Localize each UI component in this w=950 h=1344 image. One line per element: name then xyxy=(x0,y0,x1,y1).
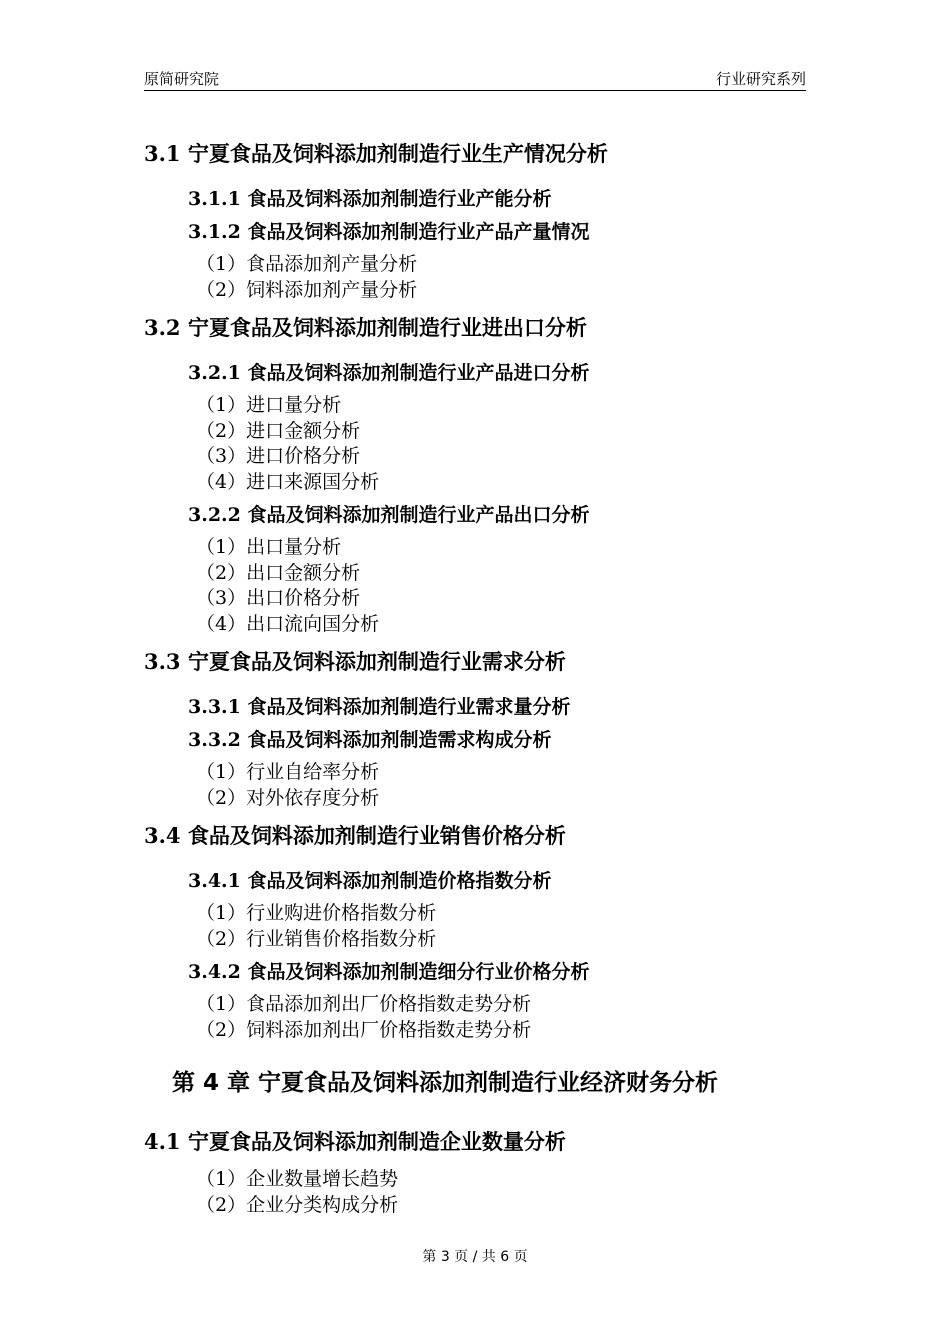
toc-subsection-3-1-1: 3.1.1 食品及饲料添加剂制造行业产能分析 xyxy=(188,188,552,210)
toc-item: （2）企业分类构成分析 xyxy=(196,1194,399,1216)
toc-section-3-1: 3.1 宁夏食品及饲料添加剂制造行业生产情况分析 xyxy=(144,141,608,166)
toc-section-3-3: 3.3 宁夏食品及饲料添加剂制造行业需求分析 xyxy=(144,649,566,674)
toc-section-4-1: 4.1 宁夏食品及饲料添加剂制造企业数量分析 xyxy=(144,1129,566,1154)
toc-subsection-3-2-1: 3.2.1 食品及饲料添加剂制造行业产品进口分析 xyxy=(188,362,590,384)
toc-subsection-3-1-2: 3.1.2 食品及饲料添加剂制造行业产品产量情况 xyxy=(188,221,590,243)
toc-subsection-3-4-2: 3.4.2 食品及饲料添加剂制造细分行业价格分析 xyxy=(188,961,590,983)
toc-subsection-3-3-1: 3.3.1 食品及饲料添加剂制造行业需求量分析 xyxy=(188,696,571,718)
toc-item: （2）出口金额分析 xyxy=(196,562,361,584)
toc-item: （4）进口来源国分析 xyxy=(196,471,380,493)
toc-item: （1）行业自给率分析 xyxy=(196,761,380,783)
toc-item: （1）行业购进价格指数分析 xyxy=(196,902,437,924)
toc-section-3-4: 3.4 食品及饲料添加剂制造行业销售价格分析 xyxy=(144,823,566,848)
toc-item: （4）出口流向国分析 xyxy=(196,613,380,635)
toc-item: （1）食品添加剂出厂价格指数走势分析 xyxy=(196,993,532,1015)
toc-item: （2）对外依存度分析 xyxy=(196,787,380,809)
toc-item: （1）企业数量增长趋势 xyxy=(196,1168,399,1190)
toc-item: （1）进口量分析 xyxy=(196,394,342,416)
toc-item: （2）进口金额分析 xyxy=(196,420,361,442)
page-footer: 第 3 页 / 共 6 页 xyxy=(422,1249,528,1265)
toc-item: （2）饲料添加剂出厂价格指数走势分析 xyxy=(196,1019,532,1041)
toc-subsection-3-4-1: 3.4.1 食品及饲料添加剂制造价格指数分析 xyxy=(188,870,552,892)
toc-section-3-2: 3.2 宁夏食品及饲料添加剂制造行业进出口分析 xyxy=(144,315,587,340)
toc-item: （1）出口量分析 xyxy=(196,536,342,558)
toc-item: （3）出口价格分析 xyxy=(196,587,361,609)
toc-item: （1）食品添加剂产量分析 xyxy=(196,253,418,275)
toc-subsection-3-2-2: 3.2.2 食品及饲料添加剂制造行业产品出口分析 xyxy=(188,504,590,526)
toc-item: （2）饲料添加剂产量分析 xyxy=(196,279,418,301)
header-org-name: 原简研究院 xyxy=(144,70,220,88)
toc-item: （2）行业销售价格指数分析 xyxy=(196,928,437,950)
toc-item: （3）进口价格分析 xyxy=(196,445,361,467)
toc-subsection-3-3-2: 3.3.2 食品及饲料添加剂制造需求构成分析 xyxy=(188,729,552,751)
header-series-name: 行业研究系列 xyxy=(715,70,806,88)
toc-chapter-4: 第 4 章 宁夏食品及饲料添加剂制造行业经济财务分析 xyxy=(172,1070,719,1096)
